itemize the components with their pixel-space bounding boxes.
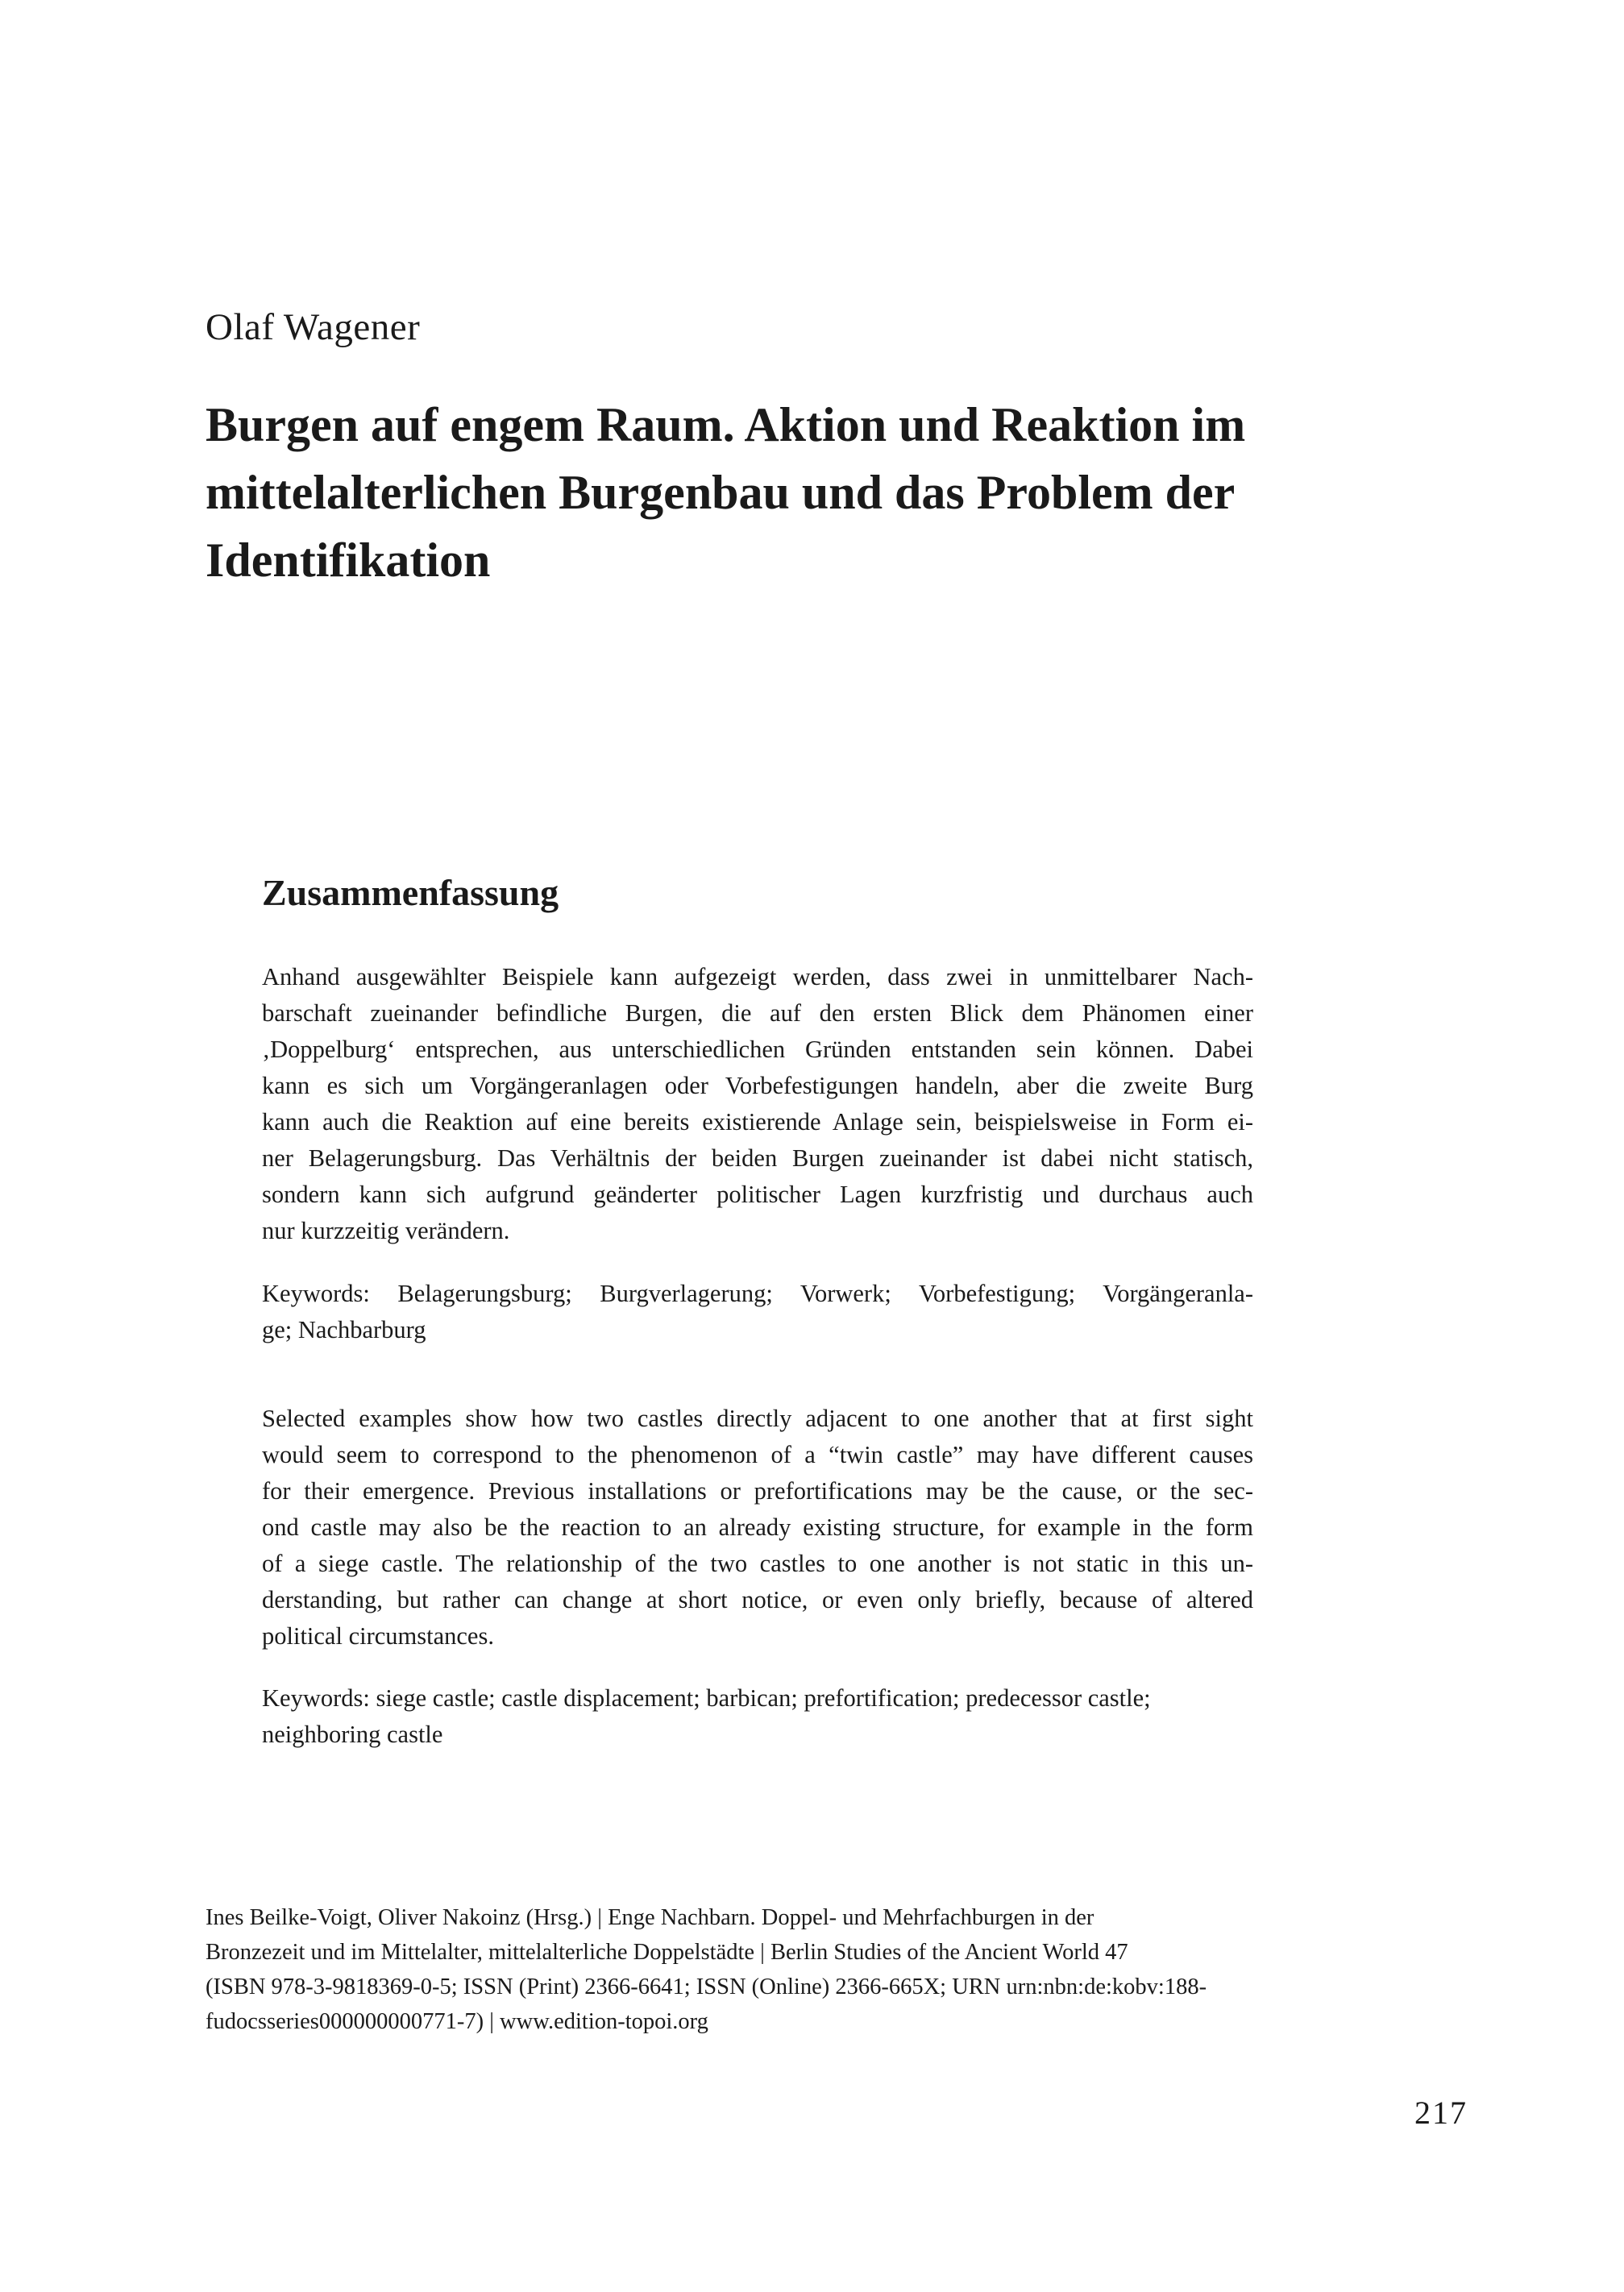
abstract-english [262, 1401, 1253, 1655]
abstract-line: ‚Doppelburg‘ entsprechen, aus unterschiedlichen Gründen entstanden sein können. Dabei [262, 1036, 1253, 1063]
abstract-line: Anhand ausgewählter Beispiele kann aufgezeigt werden, dass zwei in unmittelbarer Nach- [262, 963, 1253, 990]
abstract-line: derstanding, but rather can change at short notice, or even only briefly, because of altered [262, 1586, 1253, 1613]
abstract-heading: Zusammenfassung [262, 872, 559, 913]
abstract-line: Selected examples show how two castles directly adjacent to one another that at first sight [262, 1405, 1253, 1432]
abstract-line: ond castle may also be the reaction to an already existing structure, for example in the form [262, 1513, 1253, 1541]
abstract-line: political circumstances. [262, 1622, 494, 1650]
keywords-line: Keywords: Belagerungsburg; Burgverlagerung; Vorwerk; Vorbefestigung; Vorgängeranla- [262, 1280, 1253, 1307]
author-name: Olaf Wagener [206, 306, 421, 348]
paper-title [206, 391, 1511, 594]
abstract-line: sondern kann sich aufgrund geänderter politischer Lagen kurzfristig und durchaus auch [262, 1181, 1253, 1208]
page-number: 217 [1414, 2095, 1468, 2131]
abstract-line: would seem to correspond to the phenomenon of a “twin castle” may have different causes [262, 1441, 1253, 1468]
title-line: mittelalterlichen Burgenbau und das Problem der [206, 466, 1236, 519]
abstract-line: kann es sich um Vorgängeranlagen oder Vorbefestigungen handeln, aber die zweite Burg [262, 1072, 1253, 1099]
footer-line: Bronzezeit und im Mittelalter, mittelalterliche Doppelstädte | Berlin Studies of the Ancient World 47 [206, 1940, 1128, 1965]
abstract-line: ner Belagerungsburg. Das Verhältnis der beiden Burgen zueinander ist dabei nicht statisch, [262, 1144, 1253, 1172]
title-line: Burgen auf engem Raum. Aktion und Reaktion im [206, 398, 1246, 451]
abstract-line: for their emergence. Previous installations or prefortifications may be the cause, or the sec- [262, 1477, 1253, 1505]
abstract-line: nur kurzzeitig verändern. [262, 1217, 510, 1244]
abstract-german [262, 959, 1253, 1249]
abstract-line: kann auch die Reaktion auf eine bereits existierende Anlage sein, beispielsweise in Form ei- [262, 1108, 1253, 1136]
keywords-line: Keywords: siege castle; castle displacement; barbican; prefortification; predecessor castle; [262, 1684, 1151, 1712]
footer-line: (ISBN 978-3-9818369-0-5; ISSN (Print) 2366-6641; ISSN (Online) 2366-665X; URN urn:nbn:de:kobv:188- [206, 1974, 1207, 1999]
abstract-line: barschaft zueinander befindliche Burgen, die auf den ersten Blick dem Phänomen einer [262, 999, 1253, 1027]
footer-line: Ines Beilke-Voigt, Oliver Nakoinz (Hrsg.) | Enge Nachbarn. Doppel- und Mehrfachburgen in der [206, 1905, 1094, 1930]
title-line: Identifikation [206, 534, 491, 587]
keywords-line: neighboring castle [262, 1721, 443, 1748]
keywords-german [262, 1276, 1253, 1348]
citation-footer [206, 1900, 1334, 2039]
keywords-english [262, 1680, 1253, 1753]
keywords-line: ge; Nachbarburg [262, 1316, 426, 1343]
footer-line: fudocsseries000000000771-7) | www.edition-topoi.org [206, 2009, 708, 2034]
abstract-line: of a siege castle. The relationship of the two castles to one another is not static in this un- [262, 1550, 1253, 1577]
